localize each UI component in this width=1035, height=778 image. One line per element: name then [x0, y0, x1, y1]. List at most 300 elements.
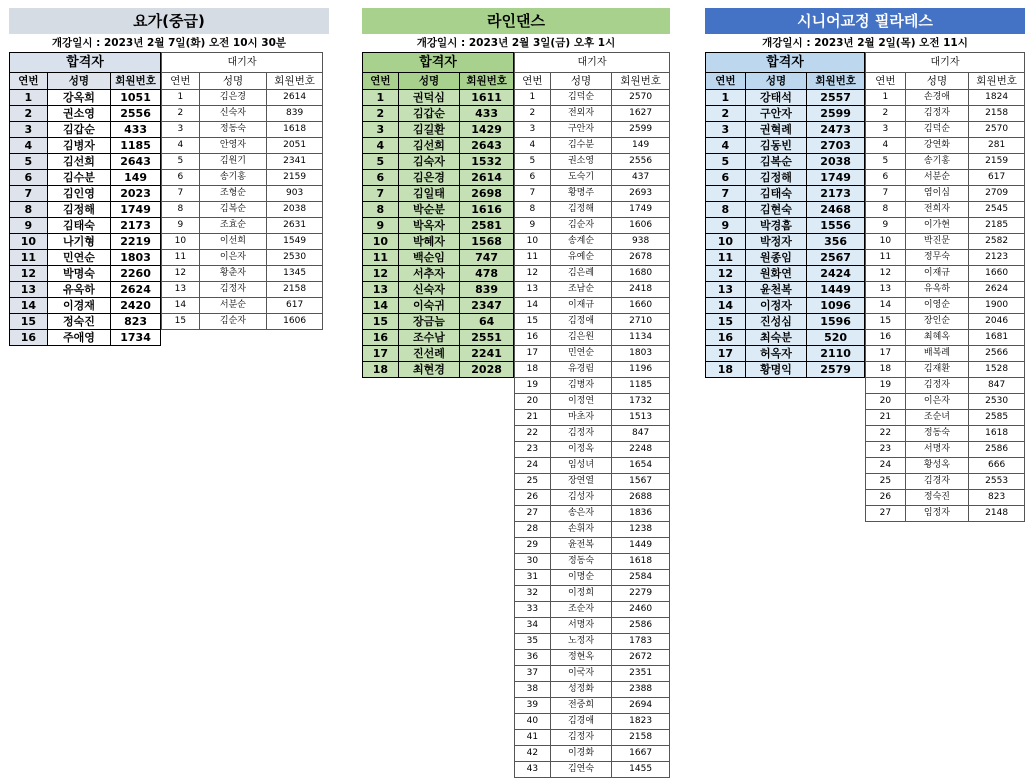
row-number: 6	[866, 170, 906, 186]
member-id: 478	[460, 266, 514, 282]
table-row	[10, 266, 161, 282]
table-row	[162, 314, 323, 330]
passed-table	[362, 52, 514, 378]
member-id: 1429	[460, 122, 514, 138]
table-row	[162, 90, 323, 106]
member-id: 2688	[612, 490, 670, 506]
member-name: 유경림	[550, 362, 611, 378]
member-name: 김선희	[398, 138, 459, 154]
member-id: 2566	[969, 346, 1025, 362]
member-name: 정무숙	[905, 250, 968, 266]
column-header: 연번	[10, 73, 48, 90]
member-name: 서분순	[905, 170, 968, 186]
table-row	[162, 186, 323, 202]
member-id: 2241	[460, 346, 514, 362]
member-name: 손휘자	[550, 522, 611, 538]
passed-table	[9, 52, 161, 346]
row-number: 13	[515, 282, 551, 298]
member-id: 2351	[612, 666, 670, 682]
table-row	[363, 298, 514, 314]
row-number: 15	[515, 314, 551, 330]
member-name: 서추자	[398, 266, 459, 282]
waitlist-header: 대기자	[515, 53, 670, 73]
member-name: 김은경	[199, 90, 266, 106]
row-number: 21	[515, 410, 551, 426]
member-name: 서명자	[550, 618, 611, 634]
member-id: 2110	[807, 346, 865, 362]
row-number: 12	[363, 266, 399, 282]
member-id: 1803	[111, 250, 161, 266]
row-number: 9	[10, 218, 48, 234]
table-row	[363, 266, 514, 282]
member-name: 신숙자	[199, 106, 266, 122]
member-name: 황춘자	[199, 266, 266, 282]
row-number: 15	[363, 314, 399, 330]
member-id: 2158	[969, 106, 1025, 122]
row-number: 1	[363, 90, 399, 106]
member-id: 2420	[111, 298, 161, 314]
member-name: 유옥하	[47, 282, 110, 298]
member-id: 2159	[267, 170, 323, 186]
member-name: 김순자	[550, 218, 611, 234]
member-id: 2581	[460, 218, 514, 234]
member-id: 1606	[267, 314, 323, 330]
member-name: 마초자	[550, 410, 611, 426]
member-name: 이국자	[550, 666, 611, 682]
member-name: 김갑순	[47, 122, 110, 138]
row-number: 11	[363, 250, 399, 266]
member-name: 이정연	[550, 394, 611, 410]
schedule-info: 개강일시 : 2023년 2월 7일(화) 오전 10시 30분	[51, 37, 287, 49]
table-row	[866, 138, 1025, 154]
member-name: 이영순	[905, 298, 968, 314]
table-row	[515, 250, 670, 266]
member-id: 847	[612, 426, 670, 442]
member-name: 김정자	[550, 730, 611, 746]
member-id: 2624	[969, 282, 1025, 298]
table-row	[363, 138, 514, 154]
member-name: 김동빈	[745, 138, 807, 154]
row-number: 13	[162, 282, 200, 298]
row-number: 9	[363, 218, 399, 234]
table-row	[706, 298, 865, 314]
member-id: 2579	[807, 362, 865, 378]
row-number: 6	[706, 170, 746, 186]
member-name: 원종임	[745, 250, 807, 266]
member-name: 강옥희	[47, 90, 110, 106]
member-id: 2678	[612, 250, 670, 266]
table-row	[363, 330, 514, 346]
table-row	[866, 234, 1025, 250]
member-id: 2028	[460, 362, 514, 378]
table-row	[10, 90, 161, 106]
row-number: 14	[866, 298, 906, 314]
member-id: 1596	[807, 314, 865, 330]
member-id: 1345	[267, 266, 323, 282]
row-number: 2	[162, 106, 200, 122]
member-id: 1660	[969, 266, 1025, 282]
table-row	[866, 314, 1025, 330]
member-id: 1823	[612, 714, 670, 730]
row-number: 12	[866, 266, 906, 282]
row-number: 14	[363, 298, 399, 314]
column-header: 회원번호	[111, 73, 161, 90]
table-row	[706, 90, 865, 106]
member-name: 박순분	[398, 202, 459, 218]
row-number: 4	[866, 138, 906, 154]
member-name: 김정자	[905, 106, 968, 122]
member-name: 김인영	[47, 186, 110, 202]
member-id: 666	[969, 458, 1025, 474]
member-id: 2585	[969, 410, 1025, 426]
member-name: 김은원	[550, 330, 611, 346]
row-number: 10	[10, 234, 48, 250]
row-number: 6	[363, 170, 399, 186]
member-name: 김재환	[905, 362, 968, 378]
member-name: 윤천복	[745, 282, 807, 298]
table-row	[866, 394, 1025, 410]
table-row	[363, 346, 514, 362]
row-number: 17	[363, 346, 399, 362]
table-row	[706, 362, 865, 378]
row-number: 6	[515, 170, 551, 186]
row-number: 11	[515, 250, 551, 266]
passed-header: 합격자	[10, 53, 161, 73]
table-row	[363, 186, 514, 202]
member-name: 이숙귀	[398, 298, 459, 314]
member-name: 장연열	[550, 474, 611, 490]
member-id: 1836	[612, 506, 670, 522]
member-name: 김길환	[398, 122, 459, 138]
table-row	[10, 122, 161, 138]
member-id: 1803	[612, 346, 670, 362]
table-row	[515, 698, 670, 714]
member-name: 김수분	[47, 170, 110, 186]
member-name: 정현옥	[550, 650, 611, 666]
member-name: 최현경	[398, 362, 459, 378]
row-number: 37	[515, 666, 551, 682]
row-number: 16	[363, 330, 399, 346]
row-number: 13	[706, 282, 746, 298]
row-number: 30	[515, 554, 551, 570]
row-number: 18	[363, 362, 399, 378]
table-row	[10, 234, 161, 250]
row-number: 8	[515, 202, 551, 218]
member-id: 823	[969, 490, 1025, 506]
member-name: 김태숙	[47, 218, 110, 234]
row-number: 38	[515, 682, 551, 698]
row-number: 10	[162, 234, 200, 250]
member-id: 2038	[267, 202, 323, 218]
member-id: 839	[267, 106, 323, 122]
table-row	[363, 202, 514, 218]
column-header: 회원번호	[460, 73, 514, 90]
table-row	[866, 170, 1025, 186]
row-number: 24	[866, 458, 906, 474]
row-number: 25	[515, 474, 551, 490]
row-number: 7	[10, 186, 48, 202]
member-name: 김병자	[550, 378, 611, 394]
member-id: 903	[267, 186, 323, 202]
member-id: 2158	[267, 282, 323, 298]
member-id: 2279	[612, 586, 670, 602]
member-name: 전중희	[550, 698, 611, 714]
member-name: 김경애	[550, 714, 611, 730]
table-row	[10, 170, 161, 186]
table-row	[162, 154, 323, 170]
table-row	[363, 154, 514, 170]
member-id: 2046	[969, 314, 1025, 330]
row-number: 33	[515, 602, 551, 618]
table-row	[10, 314, 161, 330]
row-number: 11	[10, 250, 48, 266]
row-number: 4	[515, 138, 551, 154]
table-row	[363, 122, 514, 138]
member-id: 1681	[969, 330, 1025, 346]
member-name: 안영자	[199, 138, 266, 154]
row-number: 14	[515, 298, 551, 314]
table-row	[515, 746, 670, 762]
member-id: 2530	[267, 250, 323, 266]
member-name: 김정자	[905, 378, 968, 394]
table-row	[515, 266, 670, 282]
member-id: 2158	[612, 730, 670, 746]
table-row	[866, 442, 1025, 458]
section-2	[705, 8, 1025, 518]
member-id: 2599	[807, 106, 865, 122]
row-number: 26	[515, 490, 551, 506]
row-number: 3	[363, 122, 399, 138]
row-number: 10	[363, 234, 399, 250]
row-number: 2	[363, 106, 399, 122]
waitlist-table	[514, 52, 670, 778]
member-id: 2123	[969, 250, 1025, 266]
member-name: 백순임	[398, 250, 459, 266]
member-id: 2584	[612, 570, 670, 586]
member-name: 김정자	[199, 282, 266, 298]
table-row	[866, 362, 1025, 378]
member-id: 433	[460, 106, 514, 122]
member-id: 2567	[807, 250, 865, 266]
passed-header: 합격자	[706, 53, 865, 73]
member-id: 2709	[969, 186, 1025, 202]
member-name: 이경화	[550, 746, 611, 762]
member-id: 1618	[969, 426, 1025, 442]
column-header: 회원번호	[267, 73, 323, 90]
member-name: 노정자	[550, 634, 611, 650]
member-name: 김일태	[398, 186, 459, 202]
member-name: 진선례	[398, 346, 459, 362]
member-id: 1449	[807, 282, 865, 298]
row-number: 5	[162, 154, 200, 170]
table-row	[10, 138, 161, 154]
column-header: 성명	[47, 73, 110, 90]
table-row	[515, 282, 670, 298]
table-row	[515, 618, 670, 634]
member-id: 1654	[612, 458, 670, 474]
member-id: 1096	[807, 298, 865, 314]
member-name: 김태숙	[745, 186, 807, 202]
row-number: 16	[515, 330, 551, 346]
member-id: 2557	[807, 90, 865, 106]
table-row	[162, 234, 323, 250]
member-name: 장금늠	[398, 314, 459, 330]
member-id: 1618	[267, 122, 323, 138]
member-name: 박명숙	[47, 266, 110, 282]
table-row	[162, 170, 323, 186]
member-id: 2545	[969, 202, 1025, 218]
row-number: 36	[515, 650, 551, 666]
table-row	[363, 250, 514, 266]
row-number: 17	[515, 346, 551, 362]
member-name: 김수분	[550, 138, 611, 154]
row-number: 2	[706, 106, 746, 122]
table-row	[866, 458, 1025, 474]
table-row	[515, 154, 670, 170]
row-number: 14	[162, 298, 200, 314]
member-name: 전외자	[550, 106, 611, 122]
member-name: 허옥자	[745, 346, 807, 362]
member-name: 최혜옥	[905, 330, 968, 346]
member-id: 2599	[612, 122, 670, 138]
member-id: 1606	[612, 218, 670, 234]
member-name: 나기형	[47, 234, 110, 250]
member-name: 정숙진	[47, 314, 110, 330]
passed-header: 합격자	[363, 53, 514, 73]
table-row	[515, 330, 670, 346]
member-id: 520	[807, 330, 865, 346]
member-name: 권소영	[550, 154, 611, 170]
member-name: 김은례	[550, 266, 611, 282]
member-name: 장인순	[905, 314, 968, 330]
row-number: 12	[162, 266, 200, 282]
row-number: 39	[515, 698, 551, 714]
row-number: 8	[866, 202, 906, 218]
member-id: 2148	[969, 506, 1025, 522]
member-name: 이재규	[905, 266, 968, 282]
table-row	[10, 186, 161, 202]
row-number: 9	[706, 218, 746, 234]
member-name: 김정해	[745, 170, 807, 186]
member-name: 민연순	[47, 250, 110, 266]
member-id: 1732	[612, 394, 670, 410]
table-row	[162, 218, 323, 234]
table-row	[515, 650, 670, 666]
row-number: 32	[515, 586, 551, 602]
row-number: 13	[10, 282, 48, 298]
member-name: 김숙자	[398, 154, 459, 170]
member-name: 윤전복	[550, 538, 611, 554]
member-id: 149	[111, 170, 161, 186]
table-row	[162, 250, 323, 266]
row-number: 7	[515, 186, 551, 202]
member-name: 이정옥	[550, 442, 611, 458]
row-number: 13	[363, 282, 399, 298]
table-row	[866, 250, 1025, 266]
member-id: 1556	[807, 218, 865, 234]
row-number: 2	[515, 106, 551, 122]
member-id: 617	[267, 298, 323, 314]
member-name: 배복례	[905, 346, 968, 362]
member-name: 김선희	[47, 154, 110, 170]
member-id: 2672	[612, 650, 670, 666]
member-id: 2388	[612, 682, 670, 698]
member-id: 747	[460, 250, 514, 266]
row-number: 23	[515, 442, 551, 458]
member-id: 2341	[267, 154, 323, 170]
table-row	[706, 250, 865, 266]
member-id: 2185	[969, 218, 1025, 234]
member-name: 이선희	[199, 234, 266, 250]
member-name: 박진문	[905, 234, 968, 250]
row-number: 3	[162, 122, 200, 138]
member-id: 2260	[111, 266, 161, 282]
member-name: 이정자	[745, 298, 807, 314]
waitlist-header: 대기자	[866, 53, 1025, 73]
table-row	[363, 90, 514, 106]
table-row	[515, 298, 670, 314]
member-name: 이은자	[905, 394, 968, 410]
member-name: 송기홍	[905, 154, 968, 170]
table-row	[866, 410, 1025, 426]
member-id: 2159	[969, 154, 1025, 170]
column-header: 성명	[398, 73, 459, 90]
row-number: 11	[866, 250, 906, 266]
row-number: 27	[866, 506, 906, 522]
row-number: 10	[866, 234, 906, 250]
table-row	[162, 266, 323, 282]
waitlist-table	[865, 52, 1025, 522]
member-name: 송기홍	[199, 170, 266, 186]
column-header: 연번	[706, 73, 746, 90]
row-number: 31	[515, 570, 551, 586]
member-name: 이명순	[550, 570, 611, 586]
member-name: 조남순	[550, 282, 611, 298]
table-row	[706, 234, 865, 250]
table-row	[706, 170, 865, 186]
table-row	[515, 602, 670, 618]
member-name: 정숙진	[905, 490, 968, 506]
member-id: 2418	[612, 282, 670, 298]
row-number: 5	[866, 154, 906, 170]
member-name: 이재규	[550, 298, 611, 314]
table-row	[515, 362, 670, 378]
member-name: 박옥자	[398, 218, 459, 234]
member-id: 1660	[612, 298, 670, 314]
table-row	[515, 682, 670, 698]
column-header: 연번	[363, 73, 399, 90]
member-id: 1734	[111, 330, 161, 346]
table-row	[10, 250, 161, 266]
member-id: 1134	[612, 330, 670, 346]
member-id: 1455	[612, 762, 670, 778]
member-id: 2614	[460, 170, 514, 186]
member-id: 2038	[807, 154, 865, 170]
table-row	[515, 346, 670, 362]
row-number: 8	[10, 202, 48, 218]
table-row	[515, 538, 670, 554]
table-row	[515, 522, 670, 538]
member-id: 2703	[807, 138, 865, 154]
row-number: 18	[515, 362, 551, 378]
table-row	[515, 138, 670, 154]
table-row	[515, 394, 670, 410]
member-id: 2051	[267, 138, 323, 154]
row-number: 4	[162, 138, 200, 154]
row-number: 5	[363, 154, 399, 170]
member-name: 김정자	[550, 426, 611, 442]
member-name: 이가현	[905, 218, 968, 234]
